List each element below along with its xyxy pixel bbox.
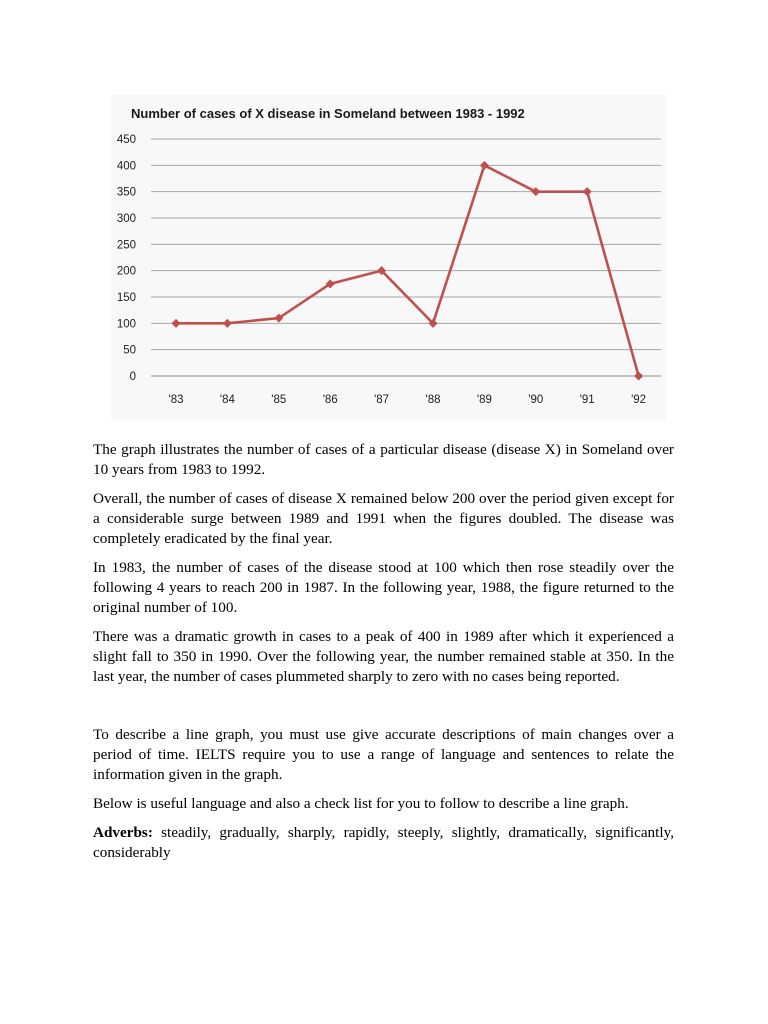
x-tick-label: '83 (168, 394, 184, 406)
data-point-1 (223, 319, 232, 328)
y-tick-label: 300 (116, 213, 136, 225)
x-tick-label: '84 (219, 394, 235, 406)
y-tick-label: 250 (116, 239, 136, 252)
data-point-6 (480, 161, 489, 170)
data-point-9 (634, 372, 643, 381)
data-point-0 (172, 319, 181, 328)
y-tick-label: 100 (116, 318, 136, 331)
x-tick-label: '88 (425, 394, 441, 406)
paragraph-instructions: To describe a line graph, you must use give accurate descriptions of main changes over a period of time. IELTS require you to use a range of language and sentences to relate the information given in the graph. (93, 726, 674, 783)
y-tick-label: 150 (116, 292, 136, 304)
y-tick-label: 0 (129, 371, 136, 383)
y-tick-label: 50 (123, 344, 136, 357)
paragraph-detail-late: There was a dramatic growth in cases to a peak of 400 in 1989 after which it experienced a slight fall to 350 in 1990. Over the following year, the number remained stable at 350. In the last year, the number of cases plummeted sharply to zero with no cases being reported. (93, 628, 674, 685)
chart-canvas (111, 95, 666, 420)
y-tick-label: 200 (116, 265, 136, 278)
x-tick-label: '92 (631, 394, 647, 406)
paragraph-intro: The graph illustrates the number of cases of a particular disease (disease X) in Someland over 10 years from 1983 to 1992. (93, 441, 674, 478)
data-point-8 (583, 187, 592, 196)
x-tick-label: '89 (476, 394, 492, 406)
article-body (93, 440, 674, 872)
y-tick-label: 350 (116, 186, 136, 199)
x-tick-label: '91 (579, 394, 595, 406)
x-tick-label: '87 (374, 394, 390, 406)
y-tick-label: 400 (116, 160, 136, 173)
y-tick-label: 450 (116, 134, 136, 146)
x-tick-label: '90 (528, 394, 544, 406)
x-axis-ticks (169, 394, 647, 406)
paragraph-overview: Overall, the number of cases of disease X remained below 200 over the period given except for a considerable surge between 1989 and 1991 when the figures doubled. The disease was completely eradicated by the final year. (93, 490, 674, 547)
chart-title: Number of cases of X disease in Someland between 1983 - 1992 (131, 106, 525, 121)
paragraph-detail-early: In 1983, the number of cases of the disease stood at 100 which then rose steadily over the following 4 years to reach 200 in 1987. In the following year, 1988, the figure returned to the original number of 100. (93, 559, 674, 616)
data-point-7 (531, 187, 540, 196)
line-chart (111, 95, 666, 420)
x-tick-label: '86 (322, 394, 338, 406)
paragraph-checklist-intro: Below is useful language and also a check list for you to follow to describe a line graph. (93, 795, 629, 812)
chart-grid (151, 139, 661, 376)
y-axis-ticks (117, 134, 136, 383)
paragraph-adverbs (93, 823, 674, 863)
x-tick-label: '85 (271, 394, 287, 406)
adverbs-label: Adverbs: (93, 824, 153, 841)
adverbs-list: steadily, gradually, sharply, rapidly, steeply, slightly, dramatically, significantly, considerably (93, 824, 674, 861)
